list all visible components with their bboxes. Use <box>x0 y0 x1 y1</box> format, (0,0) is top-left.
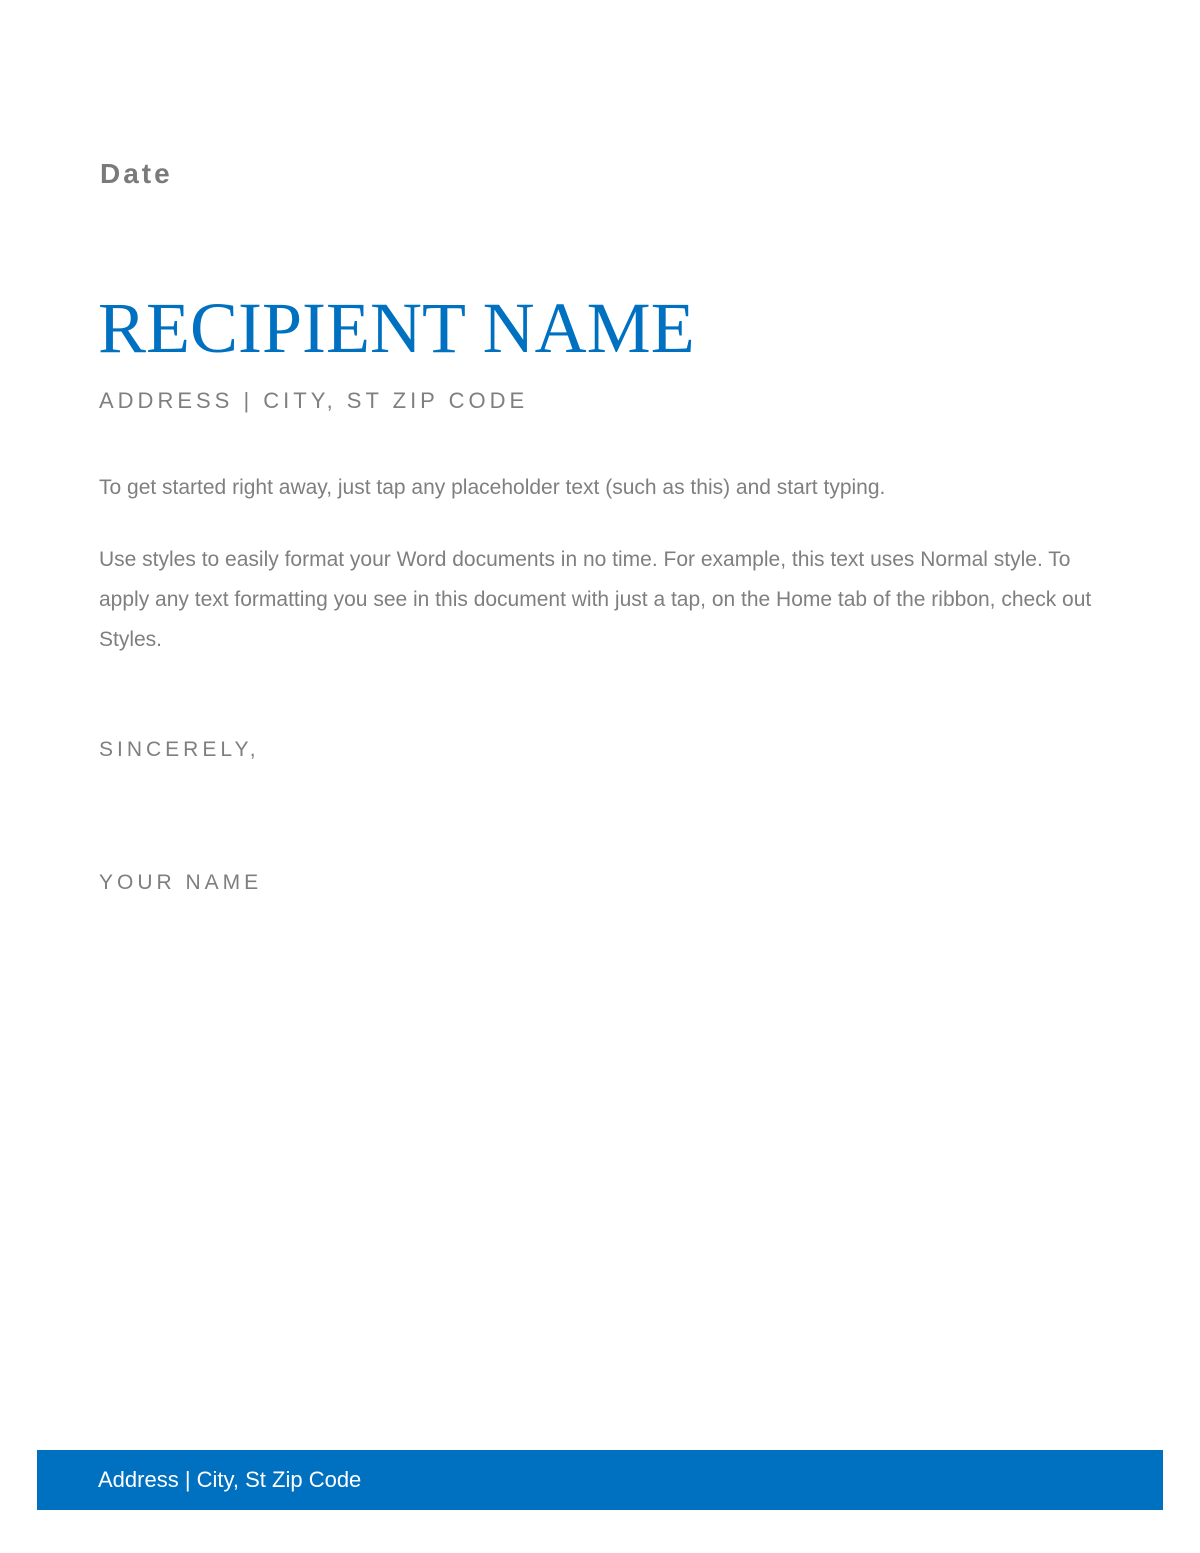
body-paragraph[interactable]: To get started right away, just tap any placeholder text (such as this) and start typing. <box>99 476 886 499</box>
date-field[interactable]: Date <box>100 158 173 189</box>
footer-address[interactable]: Address | City, St Zip Code <box>98 1467 362 1492</box>
signature-name[interactable]: YOUR NAME <box>99 871 263 894</box>
recipient-name[interactable]: RECIPIENT NAME <box>98 288 695 368</box>
body-paragraph[interactable]: Use styles to easily format your Word documents in no time. For example, this text uses Normal style. To apply any text formatting you see in this document with just a tap, on the Home tab of the ribbon, check out Styles. <box>99 548 1092 651</box>
recipient-address[interactable]: ADDRESS | CITY, ST ZIP CODE <box>99 388 529 413</box>
letter-body <box>99 468 1109 692</box>
footer-bar <box>37 1450 1163 1510</box>
closing[interactable]: SINCERELY, <box>99 738 260 761</box>
